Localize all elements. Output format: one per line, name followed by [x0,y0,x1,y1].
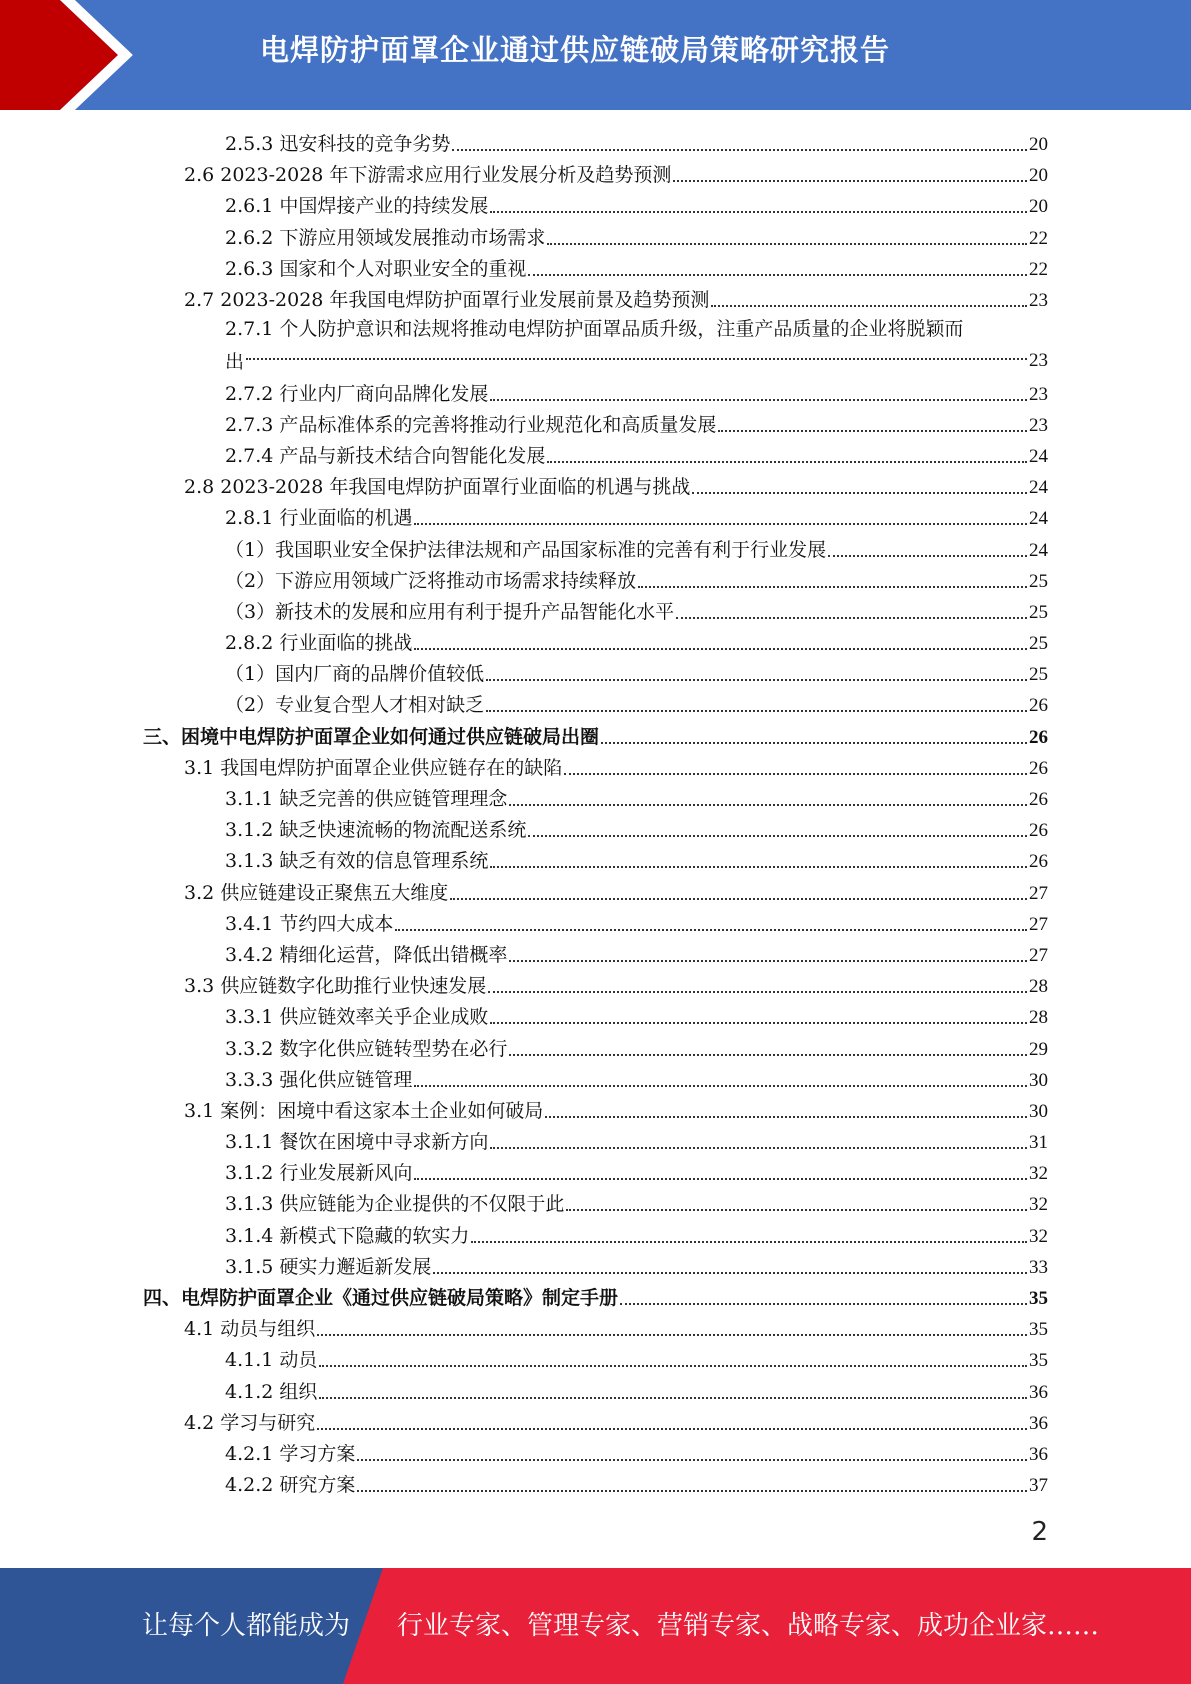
toc-dot-leader [692,491,1027,494]
toc-entry[interactable] [0,751,1191,782]
toc-entry-page: 25 [1029,633,1048,655]
toc-entry-page: 23 [1029,349,1048,371]
toc-dot-leader [486,678,1027,681]
toc-entry-label: 2.5.3 迅安科技的竞争劣势 [225,133,451,156]
toc-entry-page: 36 [1029,1443,1048,1465]
toc-entry-label: 2.6.3 国家和个人对职业安全的重视 [225,257,527,280]
toc-entry-page: 23 [1029,414,1048,436]
page-number: 2 [1031,1517,1048,1547]
toc-entry-label: 3.3.1 供应链效率关乎企业成败 [225,1006,489,1029]
toc-dot-leader [319,1396,1027,1399]
toc-entry-page: 31 [1029,1132,1048,1154]
toc-entry[interactable] [0,1219,1191,1250]
toc-entry[interactable] [0,595,1191,626]
toc-entry-label: 4.2.1 学习方案 [225,1442,356,1465]
toc-dot-leader [528,834,1027,837]
toc-entry-page: 32 [1029,1163,1048,1185]
toc-dot-leader [357,1489,1027,1492]
toc-entry-label: 2.8 2023-2028 年我国电焊防护面罩行业面临的机遇与挑战 [184,476,691,499]
toc-entry-page: 27 [1029,913,1048,935]
toc-entry-page: 26 [1029,851,1048,873]
toc-dot-leader [357,1458,1027,1461]
toc-entry-page: 25 [1029,570,1048,592]
toc-entry-label: 4.1 动员与组织 [184,1318,316,1341]
toc-dot-leader [509,803,1027,806]
toc-entry-page: 24 [1029,477,1048,499]
toc-dot-leader [317,1427,1027,1430]
toc-entry-page: 23 [1029,290,1048,312]
toc-entry[interactable] [0,470,1191,501]
footer-slogan-right: 行业专家、管理专家、营销专家、战略专家、成功企业家…… [397,1611,1100,1641]
toc-entry[interactable] [0,1343,1191,1374]
toc-entry-label: 2.7.4 产品与新技术结合向智能化发展 [225,444,546,467]
toc-dot-leader [711,304,1027,307]
toc-entry-page: 24 [1029,539,1048,561]
toc-entry-page: 26 [1029,695,1048,717]
toc-dot-leader [566,1208,1027,1211]
toc-entry[interactable] [0,439,1191,470]
toc-entry-label: 3.3 供应链数字化助推行业快速发展 [184,975,487,998]
toc-dot-leader [490,1146,1027,1149]
toc-entry-page: 36 [1029,1412,1048,1434]
toc-entry-page: 26 [1029,757,1048,779]
toc-entry-page: 28 [1029,976,1048,998]
toc-entry-label: 2.7 2023-2028 年我国电焊防护面罩行业发展前景及趋势预测 [184,289,710,312]
toc-dot-leader [246,357,1027,360]
toc-entry-page: 35 [1029,1319,1048,1341]
toc-entry[interactable] [0,844,1191,875]
toc-entry[interactable] [0,1312,1191,1343]
toc-entry-page: 30 [1029,1069,1048,1091]
toc-entry[interactable] [0,221,1191,252]
toc-entry[interactable] [0,1000,1191,1031]
toc-entry[interactable] [0,127,1191,158]
toc-entry-page: 24 [1029,508,1048,530]
toc-entry[interactable] [0,1250,1191,1281]
toc-entry[interactable] [0,1063,1191,1094]
toc-dot-leader [414,1177,1027,1180]
toc-entry-page: 22 [1029,227,1048,249]
toc-entry-label: 三、困境中电焊防护面罩企业如何通过供应链破局出圈 [143,725,600,748]
footer-slogan-left: 让每个人都能成为 [142,1611,351,1641]
toc-entry[interactable] [0,657,1191,688]
toc-entry[interactable] [0,189,1191,220]
toc-entry[interactable] [0,907,1191,938]
toc-entry[interactable] [0,720,1191,751]
toc-entry[interactable] [0,1094,1191,1125]
toc-entry-page: 32 [1029,1194,1048,1216]
toc-dot-leader [673,179,1027,182]
toc-entry[interactable] [0,564,1191,595]
toc-entry-page: 32 [1029,1225,1048,1247]
toc-entry-label: （2）专业复合型人才相对缺乏 [225,694,485,717]
toc-entry-page: 28 [1029,1007,1048,1029]
chevron-decoration-icon [0,0,260,110]
toc-entry-label: （1）我国职业安全保护法律法规和产品国家标准的完善有利于行业发展 [225,538,827,561]
toc-entry-label: 3.4.1 节约四大成本 [225,912,394,935]
toc-dot-leader [676,616,1027,619]
toc-entry[interactable] [0,688,1191,719]
toc-entry-label: 4.1.1 动员 [225,1349,318,1372]
toc-dot-leader [528,273,1027,276]
toc-entry-page: 24 [1029,445,1048,467]
toc-entry-page: 25 [1029,664,1048,686]
toc-entry[interactable] [0,1468,1191,1499]
toc-dot-leader [620,1302,1027,1305]
toc-entry-page: 23 [1029,383,1048,405]
toc-entry-page: 35 [1029,1288,1048,1310]
toc-entry[interactable] [0,782,1191,813]
toc-entry[interactable] [0,938,1191,969]
toc-entry-label: 四、电焊防护面罩企业《通过供应链破局策略》制定手册 [143,1287,619,1310]
table-of-contents [0,127,1191,1499]
toc-entry-label: 4.2.2 研究方案 [225,1474,356,1497]
toc-entry-label: 3.1 我国电焊防护面罩企业供应链存在的缺陷 [184,756,563,779]
toc-dot-leader [414,522,1027,525]
toc-entry[interactable] [0,1187,1191,1218]
toc-dot-leader [547,242,1027,245]
toc-entry-label: 2.8.2 行业面临的挑战 [225,632,413,655]
toc-dot-leader [490,865,1027,868]
toc-entry[interactable] [0,283,1191,314]
toc-dot-leader [547,460,1027,463]
toc-entry-label: 3.1.4 新模式下隐藏的软实力 [225,1224,470,1247]
toc-entry-page: 30 [1029,1100,1048,1122]
toc-dot-leader [490,210,1027,213]
toc-entry[interactable] [0,969,1191,1000]
toc-entry-page: 36 [1029,1381,1048,1403]
toc-entry-page: 37 [1029,1475,1048,1497]
toc-dot-leader [601,741,1027,744]
toc-entry[interactable] [0,813,1191,844]
toc-dot-leader [317,1333,1027,1336]
toc-entry-label: （1）国内厂商的品牌价值较低 [225,663,485,686]
toc-dot-leader [395,928,1027,931]
toc-entry-page: 26 [1029,820,1048,842]
toc-entry[interactable] [0,408,1191,439]
toc-entry-label: 出 [225,351,245,374]
toc-entry-label: 3.3.3 强化供应链管理 [225,1068,413,1091]
toc-entry[interactable] [0,314,1191,376]
toc-entry-label: 2.6.1 中国焊接产业的持续发展 [225,195,489,218]
toc-entry-label: 3.1.3 供应链能为企业提供的不仅限于此 [225,1193,565,1216]
toc-entry-page: 26 [1029,726,1048,748]
page-header [0,0,1191,110]
toc-entry[interactable] [0,1156,1191,1187]
toc-entry-label: 2.7.3 产品标准体系的完善将推动行业规范化和高质量发展 [225,413,717,436]
toc-entry[interactable] [0,1406,1191,1437]
toc-dot-leader [718,429,1027,432]
toc-entry-page: 27 [1029,944,1048,966]
toc-entry[interactable] [0,1281,1191,1312]
toc-dot-leader [433,1271,1027,1274]
toc-dot-leader [471,1240,1027,1243]
toc-dot-leader [509,1053,1027,1056]
toc-entry[interactable] [0,1375,1191,1406]
toc-entry-page: 27 [1029,882,1048,904]
toc-entry-label: 3.2 供应链建设正聚焦五大维度 [184,881,449,904]
toc-entry-page: 35 [1029,1350,1048,1372]
toc-entry-label: 3.1.5 硬实力邂逅新发展 [225,1255,432,1278]
toc-entry-label: 2.7.1 个人防护意识和法规将推动电焊防护面罩品质升级，注重产品质量的企业将脱颖而 [225,318,964,341]
toc-dot-leader [319,1364,1027,1367]
toc-dot-leader [414,647,1027,650]
toc-entry[interactable] [0,501,1191,532]
toc-entry-label: 3.1.2 行业发展新风向 [225,1162,413,1185]
toc-entry[interactable] [0,377,1191,408]
toc-dot-leader [486,709,1027,712]
toc-dot-leader [488,990,1027,993]
toc-entry[interactable] [0,252,1191,283]
toc-entry[interactable] [0,626,1191,657]
toc-entry-label: 3.4.2 精细化运营，降低出错概率 [225,943,508,966]
toc-dot-leader [450,897,1027,900]
toc-entry-label: （3）新技术的发展和应用有利于提升产品智能化水平 [225,600,675,623]
toc-entry-label: 3.1.3 缺乏有效的信息管理系统 [225,850,489,873]
toc-dot-leader [564,772,1027,775]
toc-entry[interactable] [0,1437,1191,1468]
page-footer [0,1568,1191,1684]
toc-dot-leader [490,1021,1027,1024]
report-title: 电焊防护面罩企业通过供应链破局策略研究报告 [260,33,891,67]
toc-dot-leader [414,1084,1027,1087]
toc-entry-label: 2.8.1 行业面临的机遇 [225,507,413,530]
toc-entry-label: 3.1 案例：困境中看这家本土企业如何破局 [184,1099,544,1122]
toc-dot-leader [490,398,1027,401]
toc-entry-label: 4.1.2 组织 [225,1380,318,1403]
toc-entry-label: 3.1.1 缺乏完善的供应链管理理念 [225,788,508,811]
toc-entry[interactable] [0,532,1191,563]
toc-entry-page: 20 [1029,196,1048,218]
toc-entry-label: 2.6 2023-2028 年下游需求应用行业发展分析及趋势预测 [184,164,672,187]
toc-entry-page: 25 [1029,601,1048,623]
toc-entry-label: 3.3.2 数字化供应链转型势在必行 [225,1037,508,1060]
toc-entry-page: 20 [1029,165,1048,187]
toc-entry-page: 33 [1029,1256,1048,1278]
toc-entry-label: 2.7.2 行业内厂商向品牌化发展 [225,382,489,405]
toc-dot-leader [638,585,1027,588]
toc-dot-leader [509,959,1027,962]
toc-entry-label: 2.6.2 下游应用领域发展推动市场需求 [225,226,546,249]
toc-entry[interactable] [0,876,1191,907]
toc-entry-page: 22 [1029,258,1048,280]
toc-entry[interactable] [0,1125,1191,1156]
toc-entry-label: 3.1.2 缺乏快速流畅的物流配送系统 [225,819,527,842]
toc-dot-leader [828,554,1027,557]
toc-dot-leader [452,148,1027,151]
toc-entry-label: 4.2 学习与研究 [184,1411,316,1434]
toc-entry-page: 26 [1029,789,1048,811]
toc-entry-label: 3.1.1 餐饮在困境中寻求新方向 [225,1131,489,1154]
toc-dot-leader [545,1115,1027,1118]
toc-entry-label: （2）下游应用领域广泛将推动市场需求持续释放 [225,569,637,592]
toc-entry[interactable] [0,1031,1191,1062]
toc-entry-page: 29 [1029,1038,1048,1060]
toc-entry[interactable] [0,158,1191,189]
toc-entry-page: 20 [1029,134,1048,156]
